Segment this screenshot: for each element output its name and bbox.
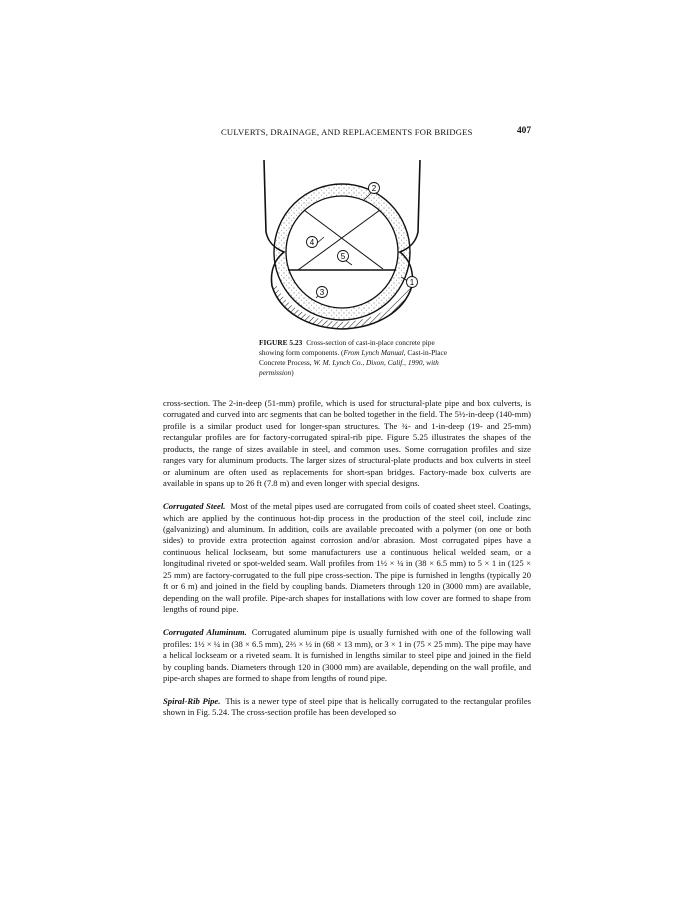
paragraph-text: Corrugated aluminum pipe is usually furnished with one of the following wall profiles: 1½ × ¼ in (38 × 6.5 mm), 2⅔ × ½ in (68 × 13 mm), or 3 × 1 in (75 × 25 mm). The pipe may have a helical lockseam or a riveted seam. It is furnished in lengths similar to steel pipe and joined in the field by coupling bands. Diameters through 120 in (3000 mm) are available, depending on the wall profile, and pipe-arch shapes are formed to shape from lengths of round pipe. [163, 627, 531, 683]
pipe-cross-section-drawing [258, 152, 430, 337]
paragraph-text: cross-section. The 2-in-deep (51-mm) profile, which is used for structural-plate pipe and box culverts, is corrugated and curved into arc segments that can be bolted together in the field. The 5½-in-deep (140-mm) profile is a similar product used for longer-span structures. The ¾- and 1-in-deep (19- and 25-mm) rectangular profiles are for factory-corrugated spiral-rib pipe. Figure 5.25 illustrates the shapes of the products, the range of sizes available in steel, and common uses. Some corrugation profiles and size ranges vary for aluminum products. The larger sizes of structural-plate products and box culverts in steel or aluminum are often used as replacements for short-span bridges. Factory-made box culverts are available in spans up to 26 ft (7.8 m) and even longer with special designs. [163, 398, 531, 489]
svg-text:2: 2 [371, 184, 377, 193]
figure-label: FIGURE 5.23 [259, 338, 303, 347]
svg-text:4: 4 [309, 238, 315, 247]
caption-close: ) [291, 368, 294, 377]
caption-text: Cross-section of cast-in-place concrete pipe showing form components. ( [259, 338, 435, 357]
callout-5 [338, 251, 349, 262]
paragraph-heading: Spiral-Rib Pipe. [163, 695, 221, 706]
pipe-cross-section-figure [258, 152, 430, 337]
callout-4 [307, 237, 318, 248]
paragraph-text: Most of the metal pipes used are corrugated from coils of coated sheet steel. Coatings, which are applied by the continuous hot-dip process in the production of the steel coil, include zinc (galvanizing) and aluminum. In addition, coils are available precoated with a polymer (on one or both sides) to provide extra protection against corrosion and/or abrasion. Most corrugated pipes have a continuous helical lockseam, but some manufacturers use a continuous helical welded seam, or a longitudinal riveted or spot-welded seam. Wall profiles from 1½ × ¼ in (38 × 6.5 mm) to 5 × 1 in (125 × 25 mm) are factory-corrugated to the full pipe cross-section. The pipe is furnished in lengths (typically 20 ft or 6 m) and joined in the field by coupling bands. Diameters through 120 in (3000 mm) are available, depending on the wall profile. Pipe-arch shapes for installations with low cover are formed to shape from lengths of round pipe. [163, 501, 531, 615]
caption-source-title: Cast-in-Place Concrete Process, [259, 348, 447, 367]
paragraph-text: This is a newer type of steel pipe that is helically corrugated to the rectangular profiles shown in Fig. 5.24. The cross-section profile has been developed so [163, 695, 531, 718]
svg-text:1: 1 [409, 278, 415, 287]
caption-source-publisher: W. M. Lynch Co., Dixon, Calif., 1990, with permission [259, 358, 439, 377]
svg-text:5: 5 [340, 252, 346, 261]
caption-source-italic: From Lynch Manual, [343, 348, 406, 357]
callout-1 [407, 277, 418, 288]
paragraph-heading: Corrugated Aluminum. [163, 627, 247, 638]
svg-text:3: 3 [319, 288, 325, 297]
callout-2 [369, 183, 380, 194]
paragraph-cross-section [163, 398, 531, 490]
callout-3 [317, 287, 328, 298]
page-number: 407 [516, 126, 531, 136]
page-header [163, 127, 531, 141]
paragraph-heading: Corrugated Steel. [163, 501, 226, 512]
figure-caption [259, 338, 457, 378]
paragraph-corrugated-aluminum [163, 627, 531, 684]
paragraph-spiral-rib-pipe [163, 696, 531, 719]
running-head: CULVERTS, DRAINAGE, AND REPLACEMENTS FOR BRIDGES [221, 127, 473, 137]
body-text [163, 398, 531, 730]
paragraph-corrugated-steel [163, 501, 531, 616]
